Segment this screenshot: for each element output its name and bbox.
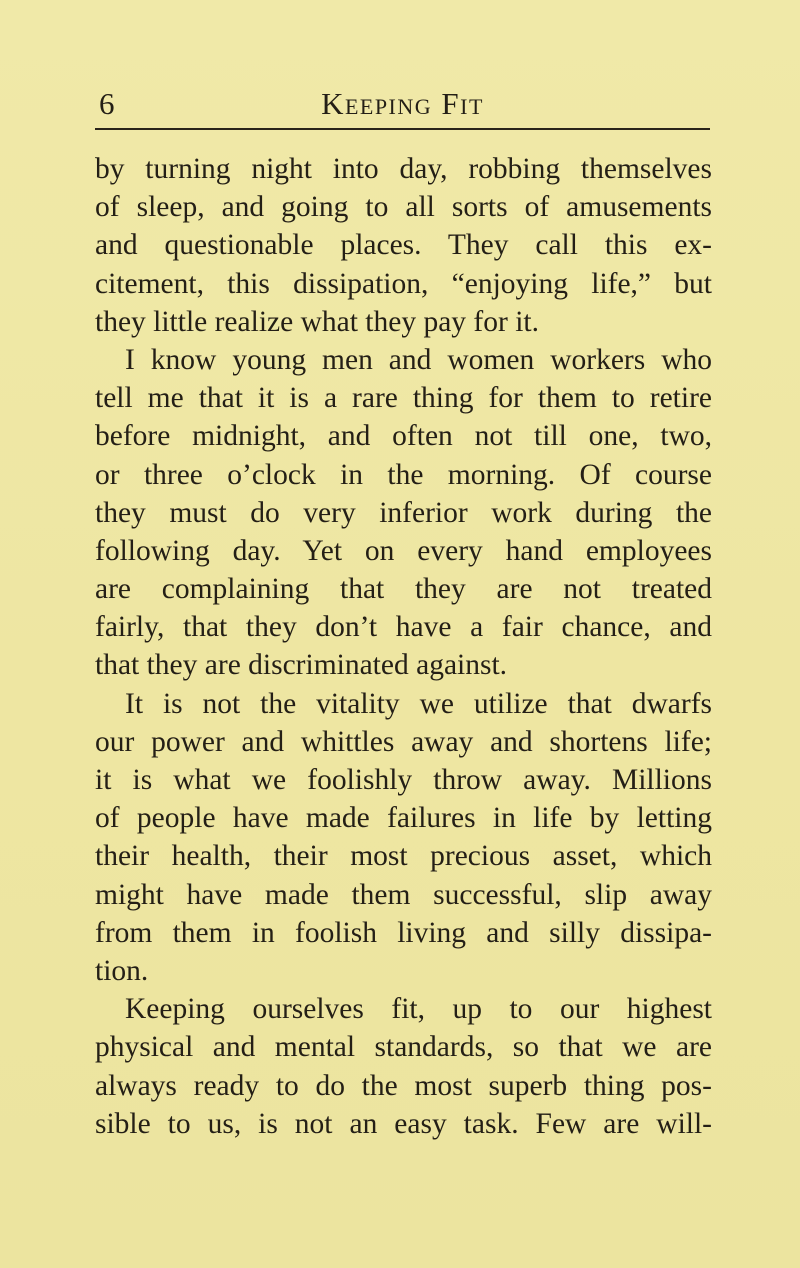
text-line: from them in foolish living and silly dissipa- [95,916,712,949]
text-line: by turning night into day, robbing themselves [95,153,712,185]
paragraph-start-line: I know young men and women workers who [125,343,712,376]
paragraph-end-line: they little realize what they pay for it. [95,305,539,338]
text-line: of sleep, and going to all sorts of amusements [95,191,712,224]
running-title: Keeping Fit [321,86,484,121]
page-number: 6 [99,86,115,121]
text-line: before midnight, and often not till one, two, [95,420,712,453]
text-line: citement, this dissipation, “enjoying life,” but [95,267,712,300]
text-line: might have made them successful, slip away [95,878,712,911]
paragraph-end-line: tion. [95,954,149,987]
text-line: tell me that it is a rare thing for them to retire [95,382,712,415]
text-line: our power and whittles away and shortens life; [95,725,712,758]
text-line: sible to us, is not an easy task. Few are will- [95,1107,712,1140]
text-line: it is what we foolishly throw away. Millions [95,764,712,796]
text-line: physical and mental standards, so that we are [95,1031,712,1064]
body-text [95,150,712,1143]
paragraph-start-line: Keeping ourselves fit, up to our highest [125,993,712,1026]
running-head [95,86,710,126]
paragraph-start-line: It is not the vitality we utilize that dwarfs [125,687,712,720]
paragraph-end-line: that they are discriminated against. [95,649,508,682]
text-line: following day. Yet on every hand employees [95,534,712,567]
text-line: always ready to do the most superb thing pos- [95,1069,712,1102]
text-line: or three o’clock in the morning. Of course [95,458,712,491]
text-line: fairly, that they don’t have a fair chance, and [95,611,712,644]
text-line: of people have made failures in life by letting [95,802,712,835]
header-rule [95,128,710,130]
text-line: they must do very inferior work during the [95,496,712,529]
text-line: are complaining that they are not treated [95,573,712,606]
text-line: and questionable places. They call this ex- [95,229,712,262]
text-line: their health, their most precious asset, which [95,840,712,873]
